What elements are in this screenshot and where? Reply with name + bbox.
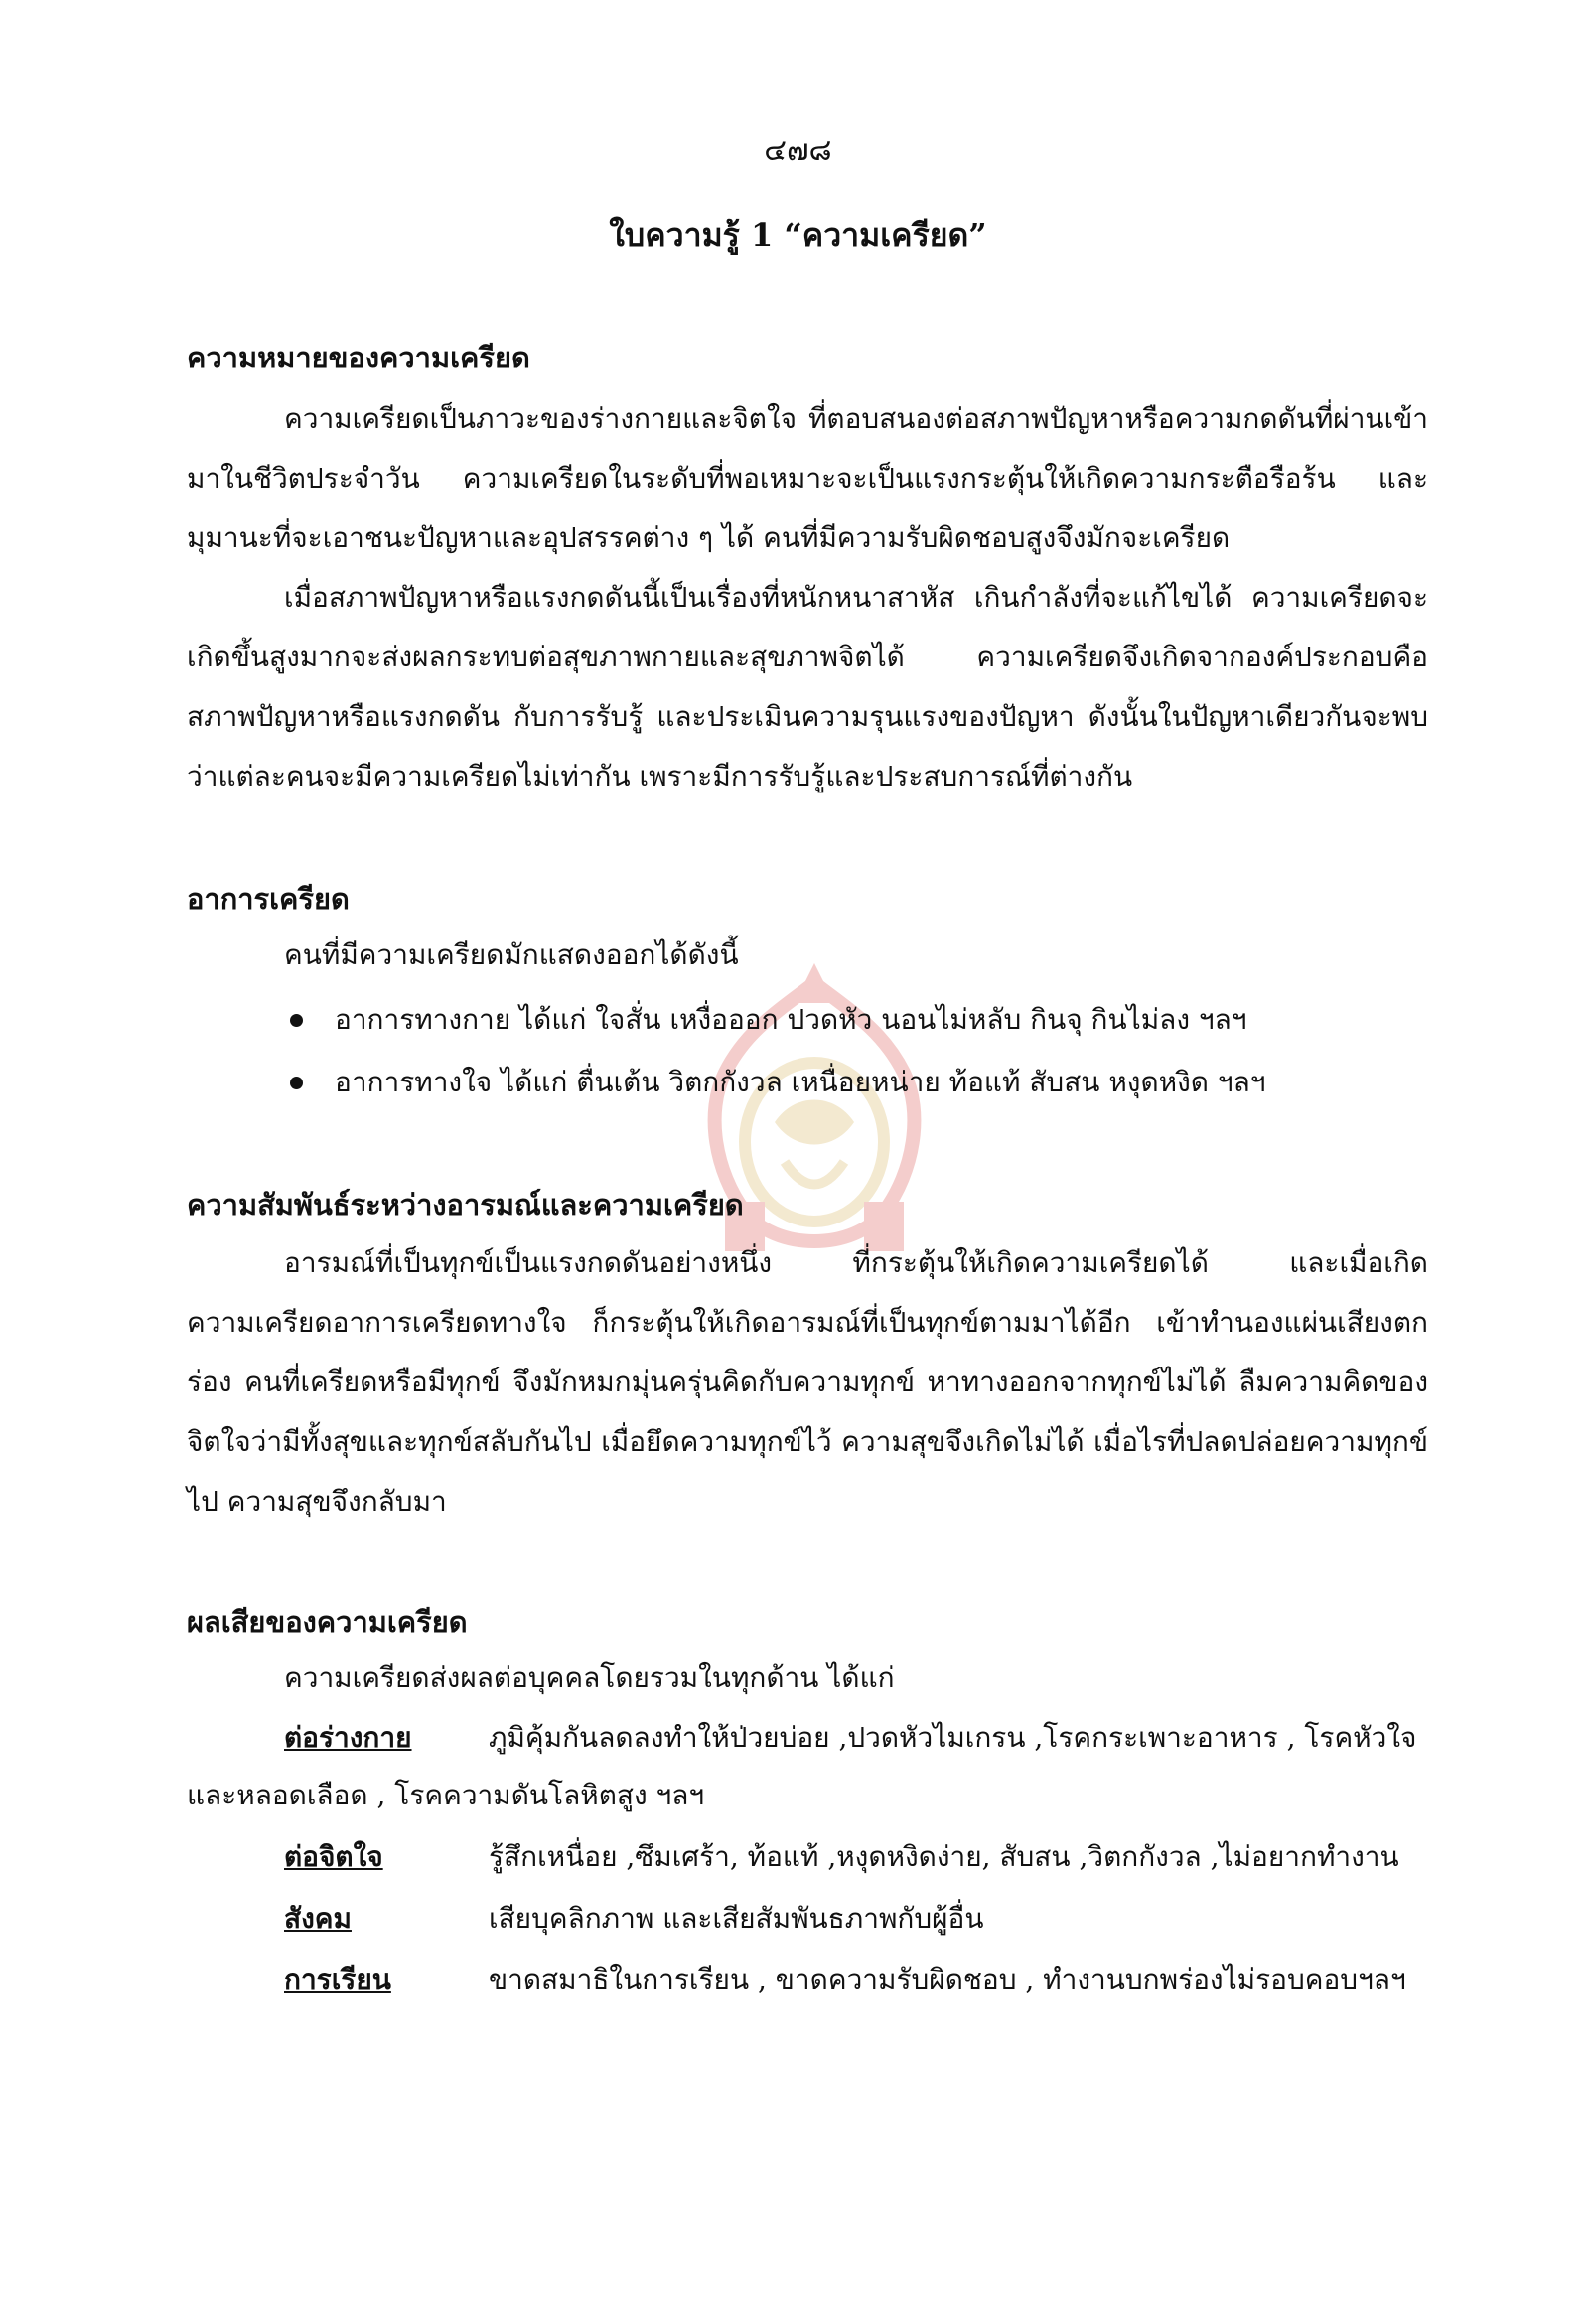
bullet-text-mental: อาการทางใจ ได้แก่ ตื่นเต้น วิตกกังวล เหนื่อยหน่าย ท้อแท้ สับสน หงุดหงิด ฯลฯ bbox=[335, 1066, 1266, 1098]
effect-row-study bbox=[284, 1958, 1406, 2002]
effect-label-mind: ต่อจิตใจ bbox=[284, 1840, 383, 1873]
effect-label-body: ต่อร่างกาย bbox=[284, 1721, 412, 1754]
section-heading-effects: ผลเสียของความเครียด bbox=[187, 1605, 468, 1639]
page-number: ๔๗๘ bbox=[764, 133, 832, 168]
effect-row-social bbox=[284, 1897, 984, 1941]
paragraph-relation: อารมณ์ที่เป็นทุกข์เป็นแรงกดดันอย่างหนึ่ง ที่กระตุ้นให้เกิดความเครียดได้ และเมื่อเกิดความเครียดอาการเครียดทางใจ ก็กระตุ้นให้เกิดอารมณ์ที่เป็นทุกข์ตามมาได้อีก เข้าทำนองแผ่นเสียงตกร่อง คนที่เครียดหรือมีทุกข์ จึงมักหมกมุ่นครุ่นคิดกับความทุกข์ หาทางออกจากทุกข์ไม่ได้ ลืมความคิดของจิตใจว่ามีทั้งสุขและทุกข์สลับกันไป เมื่อยึดความทุกข์ไว้ ความสุขจึงเกิดไม่ได้ เมื่อไรที่ปลดปล่อยความทุกข์ไป ความสุขจึงกลับมา bbox=[187, 1246, 1428, 1517]
section-heading-symptoms: อาการเครียด bbox=[187, 882, 350, 916]
effects-intro: ความเครียดส่งผลต่อบุคคลโดยรวมในทุกด้าน ได้แก่ bbox=[284, 1661, 895, 1694]
bullet-icon bbox=[290, 1077, 303, 1089]
effect-text-body-continued: และหลอดเลือด , โรคความดันโลหิตสูง ฯลฯ bbox=[187, 1779, 705, 1811]
bullet-text-physical: อาการทางกาย ได้แก่ ใจสั่น เหงื่อออก ปวดหัว นอนไม่หลับ กินจุ กินไม่ลง ฯลฯ bbox=[335, 1003, 1247, 1036]
list-item bbox=[290, 1061, 1265, 1104]
effect-text-study: ขาดสมาธิในการเรียน , ขาดความรับผิดชอบ , ทำงานบกพร่องไม่รอบคอบฯลฯ bbox=[489, 1963, 1406, 1996]
symptoms-intro: คนที่มีความเครียดมักแสดงออกได้ดังนี้ bbox=[284, 938, 739, 971]
list-item bbox=[290, 998, 1247, 1042]
effect-label-study: การเรียน bbox=[284, 1963, 391, 1996]
paragraph-meaning-1: ความเครียดเป็นภาวะของร่างกายและจิตใจ ที่ตอบสนองต่อสภาพปัญหาหรือความกดดันที่ผ่านเข้ามาในชีวิตประจำวัน ความเครียดในระดับที่พอเหมาะจะเป็นแรงกระตุ้นให้เกิดความกระตือรือร้น และมุมานะที่จะเอาชนะปัญหาและอุปสรรคต่าง ๆ ได้ คนที่มีความรับผิดชอบสูงจึงมักจะเครียด bbox=[187, 402, 1428, 554]
section-heading-relation: ความสัมพันธ์ระหว่างอารมณ์และความเครียด bbox=[187, 1188, 744, 1222]
bullet-icon bbox=[290, 1014, 303, 1027]
document-title: ใบความรู้ 1 “ความเครียด” bbox=[609, 216, 987, 254]
effect-row-body bbox=[284, 1716, 1416, 1760]
paragraph-meaning-2: เมื่อสภาพปัญหาหรือแรงกดดันนี้เป็นเรื่องที่หนักหนาสาหัส เกินกำลังที่จะแก้ไขได้ ความเครียดจะเกิดขึ้นสูงมากจะส่งผลกระทบต่อสุขภาพกายและสุขภาพจิตได้ ความเครียดจึงเกิดจากองค์ประกอบคือ สภาพปัญหาหรือแรงกดดัน กับการรับรู้ และประเมินความรุนแรงของปัญหา ดังนั้นในปัญหาเดียวกันจะพบว่าแต่ละคนจะมีความเครียดไม่เท่ากัน เพราะมีการรับรู้และประสบการณ์ที่ต่างกัน bbox=[187, 581, 1428, 792]
effect-label-social: สังคม bbox=[284, 1902, 352, 1935]
effect-text-body: ภูมิคุ้มกันลดลงทำให้ป่วยบ่อย ,ปวดหัวไมเกรน ,โรคกระเพาะอาหาร , โรคหัวใจ bbox=[489, 1721, 1417, 1754]
effect-text-social: เสียบุคลิกภาพ และเสียสัมพันธภาพกับผู้อื่น bbox=[489, 1902, 984, 1935]
effect-row-mind bbox=[284, 1835, 1399, 1879]
section-heading-meaning: ความหมายของความเครียด bbox=[187, 341, 530, 374]
effect-text-mind: รู้สึกเหนื่อย ,ซึมเศร้า, ท้อแท้ ,หงุดหงิดง่าย, สับสน ,วิตกกังวล ,ไม่อยากทำงาน bbox=[489, 1840, 1399, 1873]
